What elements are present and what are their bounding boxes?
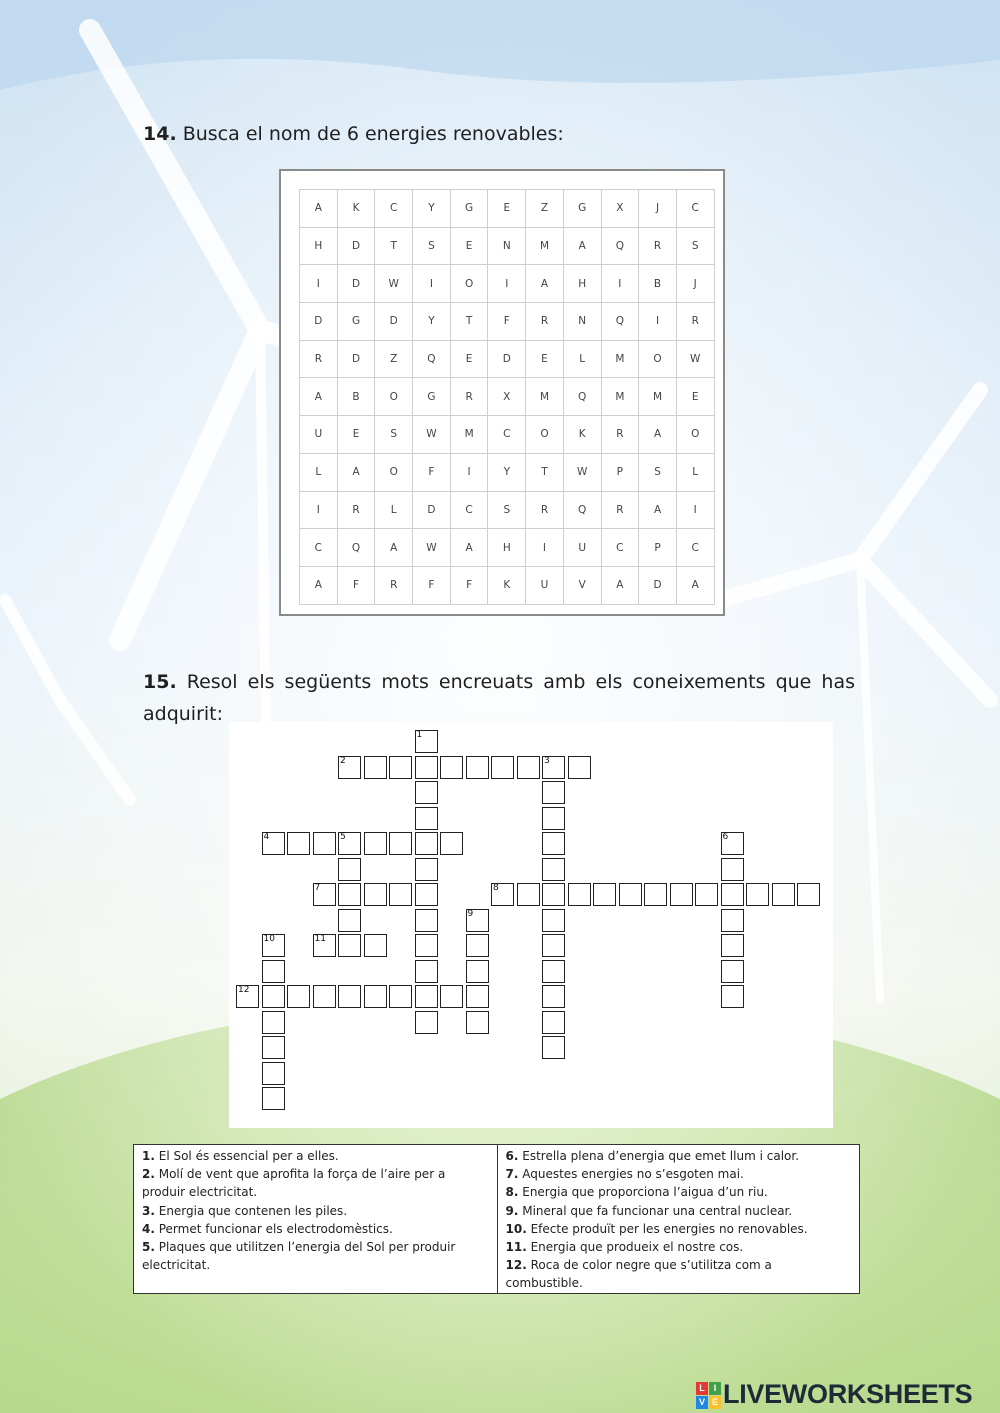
word-search-cell[interactable]: P — [602, 454, 640, 492]
word-search-cell[interactable]: E — [488, 190, 526, 228]
word-search-cell[interactable]: M — [602, 378, 640, 416]
word-search-cell[interactable]: N — [488, 228, 526, 266]
crossword-clue-number: 12 — [238, 985, 250, 995]
word-search-cell[interactable]: I — [677, 492, 715, 530]
word-search-cell[interactable]: A — [639, 492, 677, 530]
crossword-cell[interactable] — [542, 960, 565, 983]
word-search-cell[interactable]: F — [413, 454, 451, 492]
crossword-cell[interactable] — [364, 756, 387, 779]
crossword-cell[interactable] — [466, 756, 489, 779]
word-search-cell[interactable]: E — [338, 416, 376, 454]
clue-2 — [142, 1165, 489, 1201]
clue-column-left — [134, 1145, 497, 1293]
exercise-15-number: 15. — [143, 671, 177, 693]
word-search-cell[interactable]: F — [451, 567, 489, 605]
word-search-cell[interactable]: S — [375, 416, 413, 454]
word-search-cell[interactable]: D — [488, 341, 526, 379]
word-search-cell[interactable]: L — [564, 341, 602, 379]
crossword-cell[interactable] — [287, 985, 310, 1008]
clue-number: 3. — [142, 1203, 155, 1218]
crossword-cell[interactable] — [466, 909, 489, 932]
exercise-15-heading — [143, 666, 855, 730]
crossword-cell[interactable] — [415, 1011, 438, 1034]
clue-text: Aquestes energies no s’esgoten mai. — [518, 1167, 744, 1182]
word-search-cell[interactable]: W — [564, 454, 602, 492]
crossword-clue-number: 8 — [493, 883, 499, 893]
clue-number: 12. — [505, 1258, 527, 1273]
word-search-cell[interactable]: D — [413, 492, 451, 530]
word-search-cell[interactable]: O — [375, 454, 413, 492]
word-search-cell[interactable]: J — [639, 190, 677, 228]
word-search-cell[interactable]: B — [338, 378, 376, 416]
word-search-cell[interactable]: A — [375, 529, 413, 567]
crossword-clue-number: 3 — [544, 755, 550, 766]
word-search-cell[interactable]: Y — [413, 190, 451, 228]
word-search-cell[interactable]: F — [488, 303, 526, 341]
word-search-cell[interactable]: D — [338, 265, 376, 303]
crossword-cell[interactable] — [415, 807, 438, 830]
crossword-clue-number: 7 — [314, 883, 321, 893]
crossword-cell[interactable] — [721, 985, 744, 1008]
crossword-cell[interactable] — [721, 909, 744, 932]
crossword-cell[interactable] — [772, 883, 795, 906]
word-search-cell[interactable]: Z — [375, 341, 413, 379]
word-search-cell[interactable]: A — [677, 567, 715, 605]
crossword-cell[interactable] — [415, 730, 438, 753]
crossword-cell[interactable] — [262, 1011, 285, 1034]
crossword-cell[interactable] — [313, 883, 336, 906]
exercise-14-heading — [143, 118, 564, 150]
clue-7 — [506, 1165, 852, 1183]
word-search-cell[interactable]: E — [526, 341, 564, 379]
crossword-cell[interactable] — [313, 934, 336, 957]
crossword-cell[interactable] — [262, 1062, 285, 1085]
clue-table — [133, 1144, 860, 1294]
crossword-cell[interactable] — [542, 883, 565, 906]
word-search-cell[interactable]: I — [413, 265, 451, 303]
crossword-cell[interactable] — [262, 1036, 285, 1059]
logo-mark-letter: V — [696, 1396, 708, 1409]
crossword-cell[interactable] — [542, 909, 565, 932]
word-search-grid — [299, 189, 715, 605]
crossword-cell[interactable] — [338, 985, 361, 1008]
word-search-cell[interactable]: Z — [526, 190, 564, 228]
crossword-clue-number: 11 — [314, 934, 326, 944]
crossword-cell[interactable] — [466, 934, 489, 957]
word-search-cell[interactable]: F — [338, 567, 376, 605]
word-search-cell[interactable]: I — [300, 492, 338, 530]
word-search-cell[interactable]: Q — [413, 341, 451, 379]
clue-text: Energia que proporciona l’aigua d’un riu. — [518, 1185, 768, 1200]
clue-number: 2. — [142, 1167, 155, 1182]
clue-number: 11. — [505, 1240, 527, 1255]
word-search-cell[interactable]: D — [300, 303, 338, 341]
word-search-cell[interactable]: O — [451, 265, 489, 303]
crossword-cell[interactable] — [440, 985, 463, 1008]
word-search-cell[interactable]: P — [639, 529, 677, 567]
crossword-cell[interactable] — [542, 832, 565, 855]
word-search-cell[interactable]: E — [677, 378, 715, 416]
crossword-cell[interactable] — [338, 858, 361, 881]
crossword-cell[interactable] — [542, 934, 565, 957]
word-search-cell[interactable]: M — [639, 378, 677, 416]
crossword-cell[interactable] — [466, 960, 489, 983]
crossword-cell[interactable] — [466, 1011, 489, 1034]
word-search-cell[interactable]: H — [564, 265, 602, 303]
word-search-cell[interactable]: L — [677, 454, 715, 492]
crossword-cell[interactable] — [262, 985, 285, 1008]
crossword-clue-number: 5 — [340, 832, 346, 842]
crossword-cell[interactable] — [415, 934, 438, 957]
clue-text: El Sol és essencial per a elles. — [154, 1149, 339, 1163]
crossword-cell[interactable] — [236, 985, 259, 1008]
crossword-cell[interactable] — [542, 1036, 565, 1059]
crossword-cell[interactable] — [338, 832, 361, 855]
clue-text: Energia que contenen les piles. — [154, 1203, 348, 1218]
crossword-cell[interactable] — [262, 1087, 285, 1110]
word-search-cell[interactable]: A — [451, 529, 489, 567]
word-search-cell[interactable]: O — [375, 378, 413, 416]
word-search-cell[interactable]: H — [300, 228, 338, 266]
word-search-cell[interactable]: C — [488, 416, 526, 454]
crossword-cell[interactable] — [491, 883, 514, 906]
word-search-cell[interactable]: X — [488, 378, 526, 416]
word-search-cell[interactable]: A — [300, 378, 338, 416]
clue-number: 1. — [142, 1149, 155, 1163]
crossword-cell[interactable] — [364, 883, 387, 906]
crossword-cell[interactable] — [389, 832, 412, 855]
crossword-clue-number: 1 — [416, 730, 423, 740]
crossword-cell[interactable] — [542, 756, 565, 779]
crossword-cell[interactable] — [415, 985, 438, 1008]
word-search-cell[interactable]: U — [300, 416, 338, 454]
word-search-cell[interactable]: D — [338, 228, 376, 266]
word-search-cell[interactable]: Q — [602, 228, 640, 266]
crossword-cell[interactable] — [338, 756, 361, 779]
crossword-cell[interactable] — [415, 781, 438, 804]
crossword-cell[interactable] — [542, 985, 565, 1008]
word-search-cell[interactable]: W — [677, 341, 715, 379]
crossword-cell[interactable] — [695, 883, 718, 906]
crossword-cell[interactable] — [389, 756, 412, 779]
word-search-cell[interactable]: H — [488, 529, 526, 567]
word-search-cell[interactable]: C — [300, 529, 338, 567]
crossword-cell[interactable] — [746, 883, 769, 906]
crossword-cell[interactable] — [338, 883, 361, 906]
crossword-cell[interactable] — [721, 960, 744, 983]
crossword-cell[interactable] — [440, 756, 463, 779]
word-search-cell[interactable]: C — [677, 190, 715, 228]
word-search-cell[interactable]: R — [602, 492, 640, 530]
crossword-cell[interactable] — [542, 858, 565, 881]
exercise-15-text: Resol els següents mots encreuats amb els coneixements que has adquirit: — [143, 671, 855, 725]
word-search-cell[interactable]: I — [451, 454, 489, 492]
clue-number: 4. — [142, 1221, 155, 1236]
clue-text: Roca de color negre que s’utilitza com a combustible. — [505, 1258, 772, 1291]
clue-text: Plaques que utilitzen l’energia del Sol per produir electricitat. — [142, 1240, 456, 1273]
logo-mark-letter: L — [696, 1382, 708, 1395]
word-search-cell[interactable]: A — [300, 567, 338, 605]
clue-6 — [506, 1147, 852, 1165]
crossword-cell[interactable] — [338, 909, 361, 932]
word-search-cell[interactable]: A — [639, 416, 677, 454]
word-search-cell[interactable]: D — [639, 567, 677, 605]
word-search-cell[interactable]: B — [639, 265, 677, 303]
crossword-cell[interactable] — [338, 934, 361, 957]
word-search-cell[interactable]: T — [375, 228, 413, 266]
word-search-cell[interactable]: M — [451, 416, 489, 454]
word-search-cell[interactable]: G — [451, 190, 489, 228]
word-search-cell[interactable]: M — [526, 228, 564, 266]
crossword-cell[interactable] — [517, 756, 540, 779]
crossword-cell[interactable] — [415, 960, 438, 983]
crossword-cell[interactable] — [721, 934, 744, 957]
word-search-cell[interactable]: I — [602, 265, 640, 303]
crossword-cell[interactable] — [364, 985, 387, 1008]
word-search-cell[interactable]: D — [375, 303, 413, 341]
crossword-clue-number: 10 — [263, 934, 275, 944]
word-search-cell[interactable]: O — [677, 416, 715, 454]
word-search-cell[interactable]: K — [564, 416, 602, 454]
crossword-cell[interactable] — [313, 985, 336, 1008]
word-search-cell[interactable]: R — [602, 416, 640, 454]
word-search-cell[interactable]: R — [677, 303, 715, 341]
liveworksheets-logo[interactable] — [696, 1379, 972, 1410]
crossword-cell[interactable] — [440, 832, 463, 855]
crossword-cell[interactable] — [517, 883, 540, 906]
word-search-cell[interactable]: R — [338, 492, 376, 530]
crossword-cell[interactable] — [568, 883, 591, 906]
crossword-cell[interactable] — [593, 883, 616, 906]
word-search-cell[interactable]: D — [338, 341, 376, 379]
word-search-cell[interactable]: S — [413, 228, 451, 266]
crossword-cell[interactable] — [287, 832, 310, 855]
word-search-cell[interactable]: R — [526, 492, 564, 530]
word-search-cell[interactable]: T — [526, 454, 564, 492]
crossword-clue-number: 6 — [722, 832, 729, 842]
word-search-cell[interactable]: G — [338, 303, 376, 341]
crossword-cell[interactable] — [364, 832, 387, 855]
word-search-cell[interactable]: S — [488, 492, 526, 530]
word-search-cell[interactable]: I — [300, 265, 338, 303]
crossword-cell[interactable] — [568, 756, 591, 779]
word-search-frame — [279, 169, 725, 616]
clue-number: 7. — [505, 1167, 519, 1182]
crossword-cell[interactable] — [721, 858, 744, 881]
logo-mark-icon — [696, 1382, 720, 1408]
logo-mark-letter: E — [709, 1396, 721, 1409]
word-search-cell[interactable]: M — [526, 378, 564, 416]
word-search-cell[interactable]: R — [375, 567, 413, 605]
crossword-cell[interactable] — [262, 960, 285, 983]
crossword-cell[interactable] — [313, 832, 336, 855]
clue-text: Mineral que fa funcionar una central nuclear. — [518, 1203, 793, 1218]
word-search-cell[interactable]: V — [564, 567, 602, 605]
word-search-cell[interactable]: Q — [602, 303, 640, 341]
exercise-14-number: 14. — [143, 123, 177, 145]
word-search-cell[interactable]: J — [677, 265, 715, 303]
clue-11 — [506, 1238, 852, 1256]
clue-text: Estrella plena d’energia que emet llum i calor. — [518, 1149, 800, 1163]
clue-column-right — [497, 1145, 860, 1293]
crossword-cell[interactable] — [644, 883, 667, 906]
word-search-cell[interactable]: C — [451, 492, 489, 530]
crossword-cell[interactable] — [542, 1011, 565, 1034]
word-search-cell[interactable]: K — [488, 567, 526, 605]
crossword-cell[interactable] — [415, 909, 438, 932]
word-search-cell[interactable]: U — [526, 567, 564, 605]
crossword-cell[interactable] — [262, 832, 285, 855]
word-search-cell[interactable]: Y — [488, 454, 526, 492]
word-search-cell[interactable]: C — [677, 529, 715, 567]
word-search-cell[interactable]: Y — [413, 303, 451, 341]
word-search-cell[interactable]: R — [300, 341, 338, 379]
crossword-clue-number: 2 — [340, 755, 346, 766]
word-search-cell[interactable]: G — [413, 378, 451, 416]
clue-text: Energia que produeix el nostre cos. — [526, 1240, 744, 1255]
clue-text: Permet funcionar els electrodomèstics. — [154, 1221, 393, 1236]
crossword-cell[interactable] — [542, 807, 565, 830]
crossword-cell[interactable] — [670, 883, 693, 906]
clue-number: 9. — [505, 1203, 519, 1218]
word-search-cell[interactable]: M — [602, 341, 640, 379]
word-search-cell[interactable]: C — [602, 529, 640, 567]
word-search-cell[interactable]: G — [564, 190, 602, 228]
clue-number: 5. — [142, 1240, 155, 1255]
word-search-cell[interactable]: I — [639, 303, 677, 341]
crossword-clue-number: 9 — [467, 908, 474, 919]
clue-4 — [142, 1220, 489, 1238]
crossword-cell[interactable] — [415, 883, 438, 906]
word-search-cell[interactable]: A — [602, 567, 640, 605]
word-search-cell[interactable]: L — [300, 454, 338, 492]
word-search-cell[interactable]: C — [375, 190, 413, 228]
word-search-cell[interactable]: O — [639, 341, 677, 379]
word-search-cell[interactable]: X — [602, 190, 640, 228]
word-search-cell[interactable]: T — [451, 303, 489, 341]
word-search-cell[interactable]: E — [451, 341, 489, 379]
clue-10 — [506, 1220, 852, 1238]
word-search-cell[interactable]: F — [413, 567, 451, 605]
word-search-cell[interactable]: I — [488, 265, 526, 303]
crossword-cell[interactable] — [491, 756, 514, 779]
word-search-cell[interactable]: Q — [564, 492, 602, 530]
word-search-cell[interactable]: A — [300, 190, 338, 228]
word-search-cell[interactable]: Q — [338, 529, 376, 567]
clue-5 — [142, 1238, 489, 1274]
crossword-cell[interactable] — [415, 832, 438, 855]
word-search-cell[interactable]: R — [526, 303, 564, 341]
clue-8 — [506, 1183, 852, 1201]
crossword-cell[interactable] — [797, 883, 820, 906]
clue-12 — [506, 1256, 852, 1292]
exercise-14-text: Busca el nom de 6 energies renovables: — [176, 123, 564, 145]
crossword-cell[interactable] — [721, 832, 744, 855]
clue-3 — [142, 1202, 489, 1220]
crossword-clue-number: 4 — [263, 832, 270, 842]
crossword-cell[interactable] — [415, 756, 438, 779]
clue-number: 10. — [505, 1221, 527, 1236]
crossword-panel — [229, 722, 833, 1128]
crossword-cell[interactable] — [415, 858, 438, 881]
clue-number: 8. — [505, 1185, 519, 1200]
word-search-cell[interactable]: I — [526, 529, 564, 567]
word-search-cell[interactable]: Q — [564, 378, 602, 416]
logo-mark-letter: I — [709, 1382, 721, 1395]
clue-1 — [142, 1147, 489, 1165]
word-search-cell[interactable]: W — [413, 529, 451, 567]
word-search-cell[interactable]: W — [375, 265, 413, 303]
clue-number: 6. — [505, 1149, 519, 1163]
word-search-cell[interactable]: A — [338, 454, 376, 492]
word-search-cell[interactable]: L — [375, 492, 413, 530]
logo-text: LIVEWORKSHEETS — [723, 1379, 973, 1409]
word-search-cell[interactable]: A — [564, 228, 602, 266]
word-search-cell[interactable]: R — [639, 228, 677, 266]
crossword-cell[interactable] — [389, 883, 412, 906]
word-search-cell[interactable]: O — [526, 416, 564, 454]
word-search-cell[interactable]: N — [564, 303, 602, 341]
word-search-cell[interactable]: S — [677, 228, 715, 266]
crossword-cell[interactable] — [364, 934, 387, 957]
word-search-cell[interactable]: E — [451, 228, 489, 266]
crossword-cell[interactable] — [721, 883, 744, 906]
crossword-cell[interactable] — [542, 781, 565, 804]
word-search-cell[interactable]: K — [338, 190, 376, 228]
word-search-cell[interactable]: W — [413, 416, 451, 454]
clue-text: Efecte produït per les energies no renovables. — [526, 1221, 808, 1236]
clue-9 — [506, 1202, 852, 1220]
word-search-cell[interactable]: A — [526, 265, 564, 303]
word-search-cell[interactable]: S — [639, 454, 677, 492]
crossword-cell[interactable] — [619, 883, 642, 906]
word-search-cell[interactable]: U — [564, 529, 602, 567]
clue-text: Molí de vent que aprofita la força de l’aire per a produir electricitat. — [142, 1167, 446, 1200]
crossword-cell[interactable] — [466, 985, 489, 1008]
crossword-cell[interactable] — [389, 985, 412, 1008]
word-search-cell[interactable]: R — [451, 378, 489, 416]
crossword-cell[interactable] — [262, 934, 285, 957]
